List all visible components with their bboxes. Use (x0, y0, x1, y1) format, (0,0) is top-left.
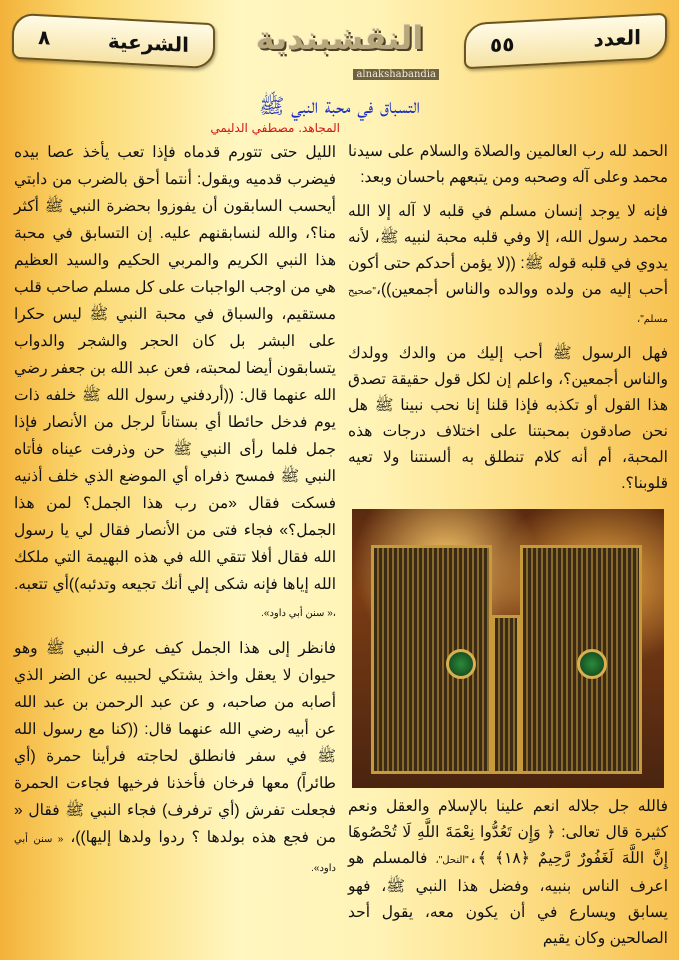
right-column-stack (348, 139, 668, 960)
reference: "النحل"، (435, 855, 469, 866)
issue-number: ٥٥ (490, 31, 515, 57)
paragraph: فهل الرسول ﷺ أحب إليك من والدك وولدك والناس أجمعين؟، واعلم إن لكل قول حقيقة تصدق هذا القول أو تكذبه فإذا قلنا إنا نحب نبينا ﷺ هل نحن صادقون بمحبتنا على اختلاف درجات هذه المحبة، أم أنه كلام تنطلق به ألسنتنا ولا تعيه قلوبنا؟. (348, 345, 668, 492)
quran-verse: فالله جل جلاله انعم علينا بالإسلام والعقل ونعم كثيرة قال تعالى: ﴿ وَإِن تَعُدُّوا نِعْمَةَ اللَّهِ لَا تُحْصُوهَا إِنَّ اللَّهَ لَغَفُورٌ رَّحِيمٌ ﴿١٨﴾ ﴾، (348, 798, 669, 867)
paragraph-text: فالمسلم هو اعرف الناس بنبيه، وفضل هذا النبي ﷺ، فهو يسابق ويسارع في أن يكون معه، يقول أحد الصالحين وكان يقيم (348, 850, 668, 947)
section-ribbon (12, 13, 215, 70)
paragraph (348, 794, 668, 952)
right-column (348, 139, 668, 505)
window-ornament (577, 649, 607, 679)
logo-mark: النقشبندية (255, 19, 424, 57)
logo-subtitle: alnakshabandia (353, 69, 439, 80)
reference: ،« سنن أبي داود». (261, 608, 336, 619)
paragraph (14, 139, 336, 627)
article-author: المجاهد. مصطفي الدليمي (210, 121, 340, 135)
reference: "صحيح مسلم"، (348, 286, 668, 325)
paragraph-text: فانظر إلى هذا الجمل كيف عرف النبي ﷺ وهو حيوان لا يعقل واخذ يشتكي لحبيبه عن الضر الذي أصابه من صاحبه، و عن عبد الرحمن بن عبد الله عن أبيه رضي الله عنهما قال: ((كنا مع رسول الله ﷺ في سفر فانطلق لحاجته فرأينا حمرة (أي طائراً) معها فرخان فأخذنا فرخيها فجاءت الحمرة فجعلت تفرش (أي ترفرف) فجاء النبي ﷺ فقال « من فجع هذه بولدها ؟ ردوا ولدها إليها))، (14, 640, 337, 846)
issue-label: العدد (593, 25, 641, 52)
paragraph-text: فإنه لا يوجد إنسان مسلم في قلبه لا آله إلا الله محمد رسول الله، إلا وفي قلبه محبة لنبيه ﷺ، لأنه يدوي في قلبه قوله ﷺ: ((لا يؤمن أحدكم حتى أكون أحب إليه من ولده ووالده والناس أجمعين))، (348, 203, 668, 298)
right-column-bottom (348, 794, 668, 960)
article-title: التسباق في محبة النبي ﷺ (259, 94, 420, 118)
section-label: الشرعية (107, 28, 189, 57)
paragraph (14, 635, 336, 882)
prophet-chamber-photo (352, 509, 664, 788)
issue-ribbon (464, 13, 667, 70)
magazine-logo (232, 12, 447, 82)
paragraph: الحمد لله رب العالمين والصلاة والسلام على سيدنا محمد وعلى آله وصحبه ومن يتبعهم باحسان وبعد: (348, 143, 668, 186)
gate-middle (492, 615, 520, 774)
reference: « سنن أبي داود». (14, 834, 336, 874)
left-column (14, 139, 336, 890)
window-ornament (446, 649, 476, 679)
paragraph (348, 199, 668, 333)
paragraph-text: الليل حتى تتورم قدماه فإذا تعب يأخذ عصا بيده فيضرب قدميه ويقول: أنتما أحق بالضرب من دابتي أيحسب السابقون أن يفوزوا بحضرة النبي ﷺ أكثر منا؟، والله لنسابقنهم عليه. إن التسابق في محبة هذا النبي الكريم والمربي الحكيم والسيد العظيم هي من اوجب الواجبات على كل مسلم صاحب قلب مستقيم، والسباق في محبة النبي ﷺ ليس حكرا على البشر بل كان الحجر والشجر والدواب يتسابقون أيضا لمحبته، فعن عبد الله بن جعفر رضي الله عنهما قال: ((أردفني رسول الله ﷺ خلفه ذات يوم فدخل حائطا أي بستاناً لرجل من الأنصار فإذا جمل فلما رأى النبي ﷺ حن وذرفت عيناه فأتاه النبي ﷺ فمسح ذفراه أي الموضع الذي خلف أذنيه فسكت فقال «من رب هذا الجمل؟ لمن هذا الجمل؟» فجاء فتى من الأنصار فقال لي يا رسول الله فقال أفلا تتقي الله في هذه البهيمة التي ملكك الله إياها فإنه شكى إلي أنك تجيعه وتدئبه))أي تتعبه. (14, 144, 336, 593)
page-number: ٨ (38, 25, 51, 50)
